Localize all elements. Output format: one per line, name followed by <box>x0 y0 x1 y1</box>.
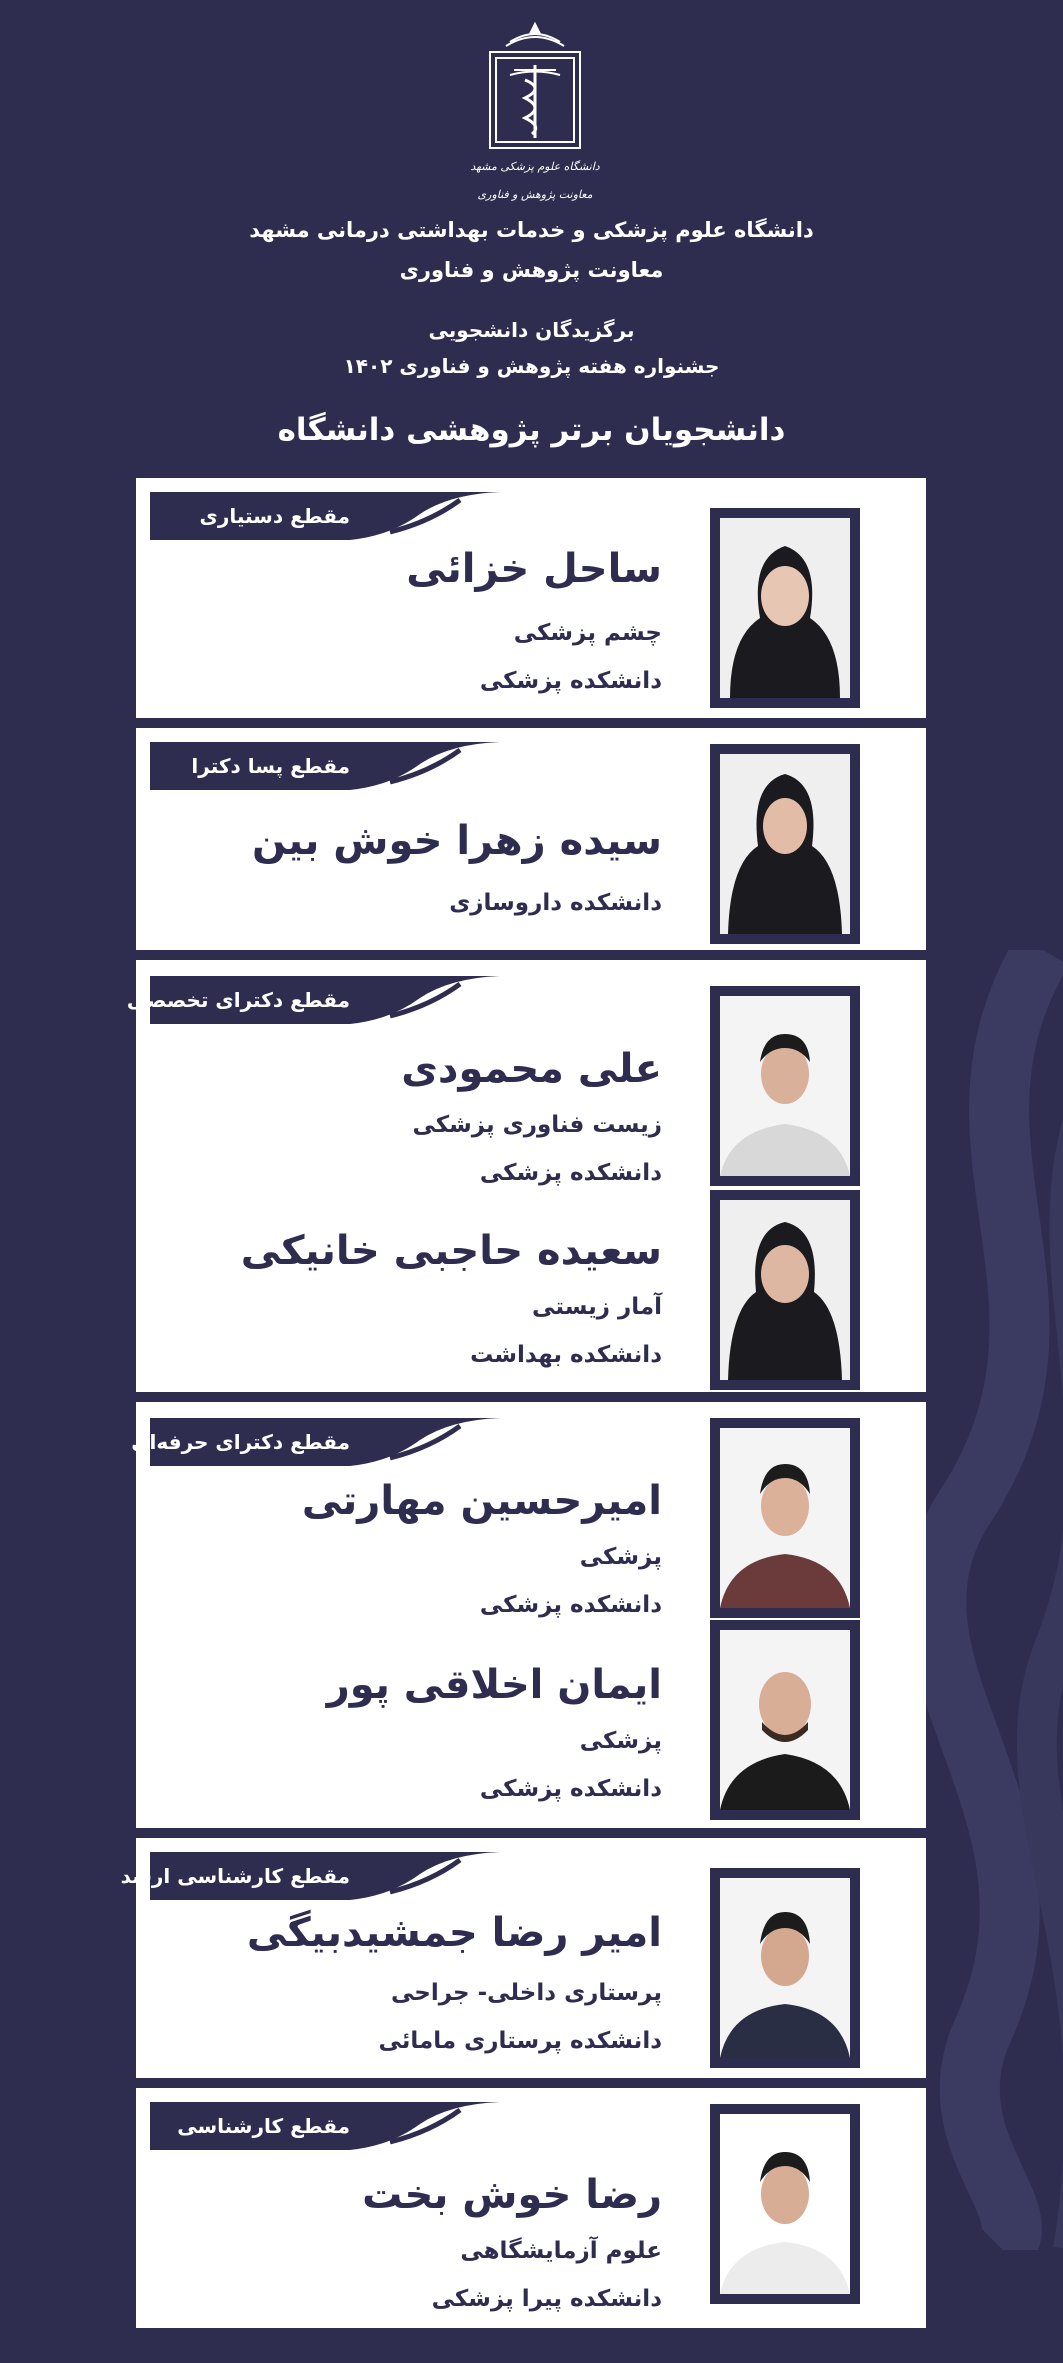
section-card-phd <box>126 960 926 1392</box>
person-name: سعیده حاجبی خانیکی <box>240 1228 662 1274</box>
university-logo <box>470 20 600 210</box>
photo-saeideh-hajebi-khaniki <box>710 1190 860 1390</box>
person-faculty: دانشکده پزشکی <box>479 1592 662 1618</box>
person-faculty: دانشکده پزشکی <box>479 1776 662 1802</box>
selected-students-heading: برگزیدگان دانشجویی <box>428 318 635 342</box>
person-faculty: دانشکده بهداشت <box>470 1342 662 1368</box>
section-card-professional-doctorate <box>131 1402 926 1828</box>
svg-text:دانشگاه علوم پزشکی مشهد: دانشگاه علوم پزشکی مشهد <box>470 160 600 173</box>
header <box>0 0 1063 470</box>
person-name: رضا خوش بخت <box>362 2172 662 2218</box>
swoosh-icon <box>350 492 500 540</box>
section-label: مقطع کارشناسی <box>150 2102 500 2150</box>
section-card-masters <box>120 1838 926 2078</box>
person-faculty: دانشکده پرستاری مامائی <box>378 2028 662 2054</box>
section-card-postdoc <box>136 728 926 950</box>
section-label: مقطع دکترای حرفه‌ای <box>150 1418 500 1466</box>
photo-ali-mahmoudi <box>710 986 860 1186</box>
photo-sahel-khazaei <box>710 508 860 708</box>
person-name: سیده زهرا خوش بین <box>252 818 662 864</box>
section-label: مقطع دکترای تخصصی <box>150 976 500 1024</box>
photo-reza-khoshbakht <box>710 2104 860 2304</box>
photo-seyedeh-zahra-khoshbin <box>710 744 860 944</box>
person-field: زیست فناوری پزشکی <box>412 1112 662 1138</box>
person-name: امیرحسین مهارتی <box>301 1478 662 1524</box>
person-field: پرستاری داخلی- جراحی <box>390 1980 662 2006</box>
person-name: ایمان اخلاقی پور <box>326 1662 662 1708</box>
person-faculty: دانشکده پزشکی <box>479 668 662 694</box>
section-label: مقطع کارشناسی ارشد <box>150 1852 500 1900</box>
swoosh-icon <box>350 2102 500 2150</box>
person-field: علوم آزمایشگاهی <box>460 2238 662 2264</box>
swoosh-icon <box>350 1852 500 1900</box>
person-field: آمار زیستی <box>532 1294 662 1320</box>
section-card-residency <box>136 478 926 718</box>
university-name: دانشگاه علوم پزشکی و خدمات بهداشتی درمانی مشهد <box>249 218 814 242</box>
swoosh-icon <box>350 742 500 790</box>
person-field: پزشکی <box>579 1728 662 1754</box>
swoosh-icon <box>350 1418 500 1466</box>
person-faculty: دانشکده پزشکی <box>479 1160 662 1186</box>
section-card-bachelors <box>136 2088 926 2328</box>
festival-heading: جشنواره هفته پژوهش و فناوری ۱۴۰۲ <box>343 354 720 378</box>
photo-iman-akhlaghi-pour <box>710 1620 860 1820</box>
person-faculty: دانشکده داروسازی <box>449 890 662 916</box>
swoosh-icon <box>350 976 500 1024</box>
photo-amirreza-jamshidbeigi <box>710 1868 860 2068</box>
section-label: مقطع دستیاری <box>150 492 500 540</box>
person-faculty: دانشکده پیرا پزشکی <box>431 2286 662 2312</box>
section-label: مقطع پسا دکترا <box>150 742 500 790</box>
person-name: علی محمودی <box>401 1046 662 1092</box>
photo-amirhossein-maharati <box>710 1418 860 1618</box>
person-field: پزشکی <box>579 1544 662 1570</box>
svg-text:معاونت پژوهش و فناوری: معاونت پژوهش و فناوری <box>477 188 593 201</box>
person-field: چشم پزشکی <box>513 620 662 646</box>
page-title: دانشجویان برتر پژوهشی دانشگاه <box>277 412 786 448</box>
department-name: معاونت پژوهش و فناوری <box>399 258 664 282</box>
person-name: امیر رضا جمشیدبیگی <box>246 1910 662 1956</box>
person-name: ساحل خزائی <box>406 546 662 592</box>
